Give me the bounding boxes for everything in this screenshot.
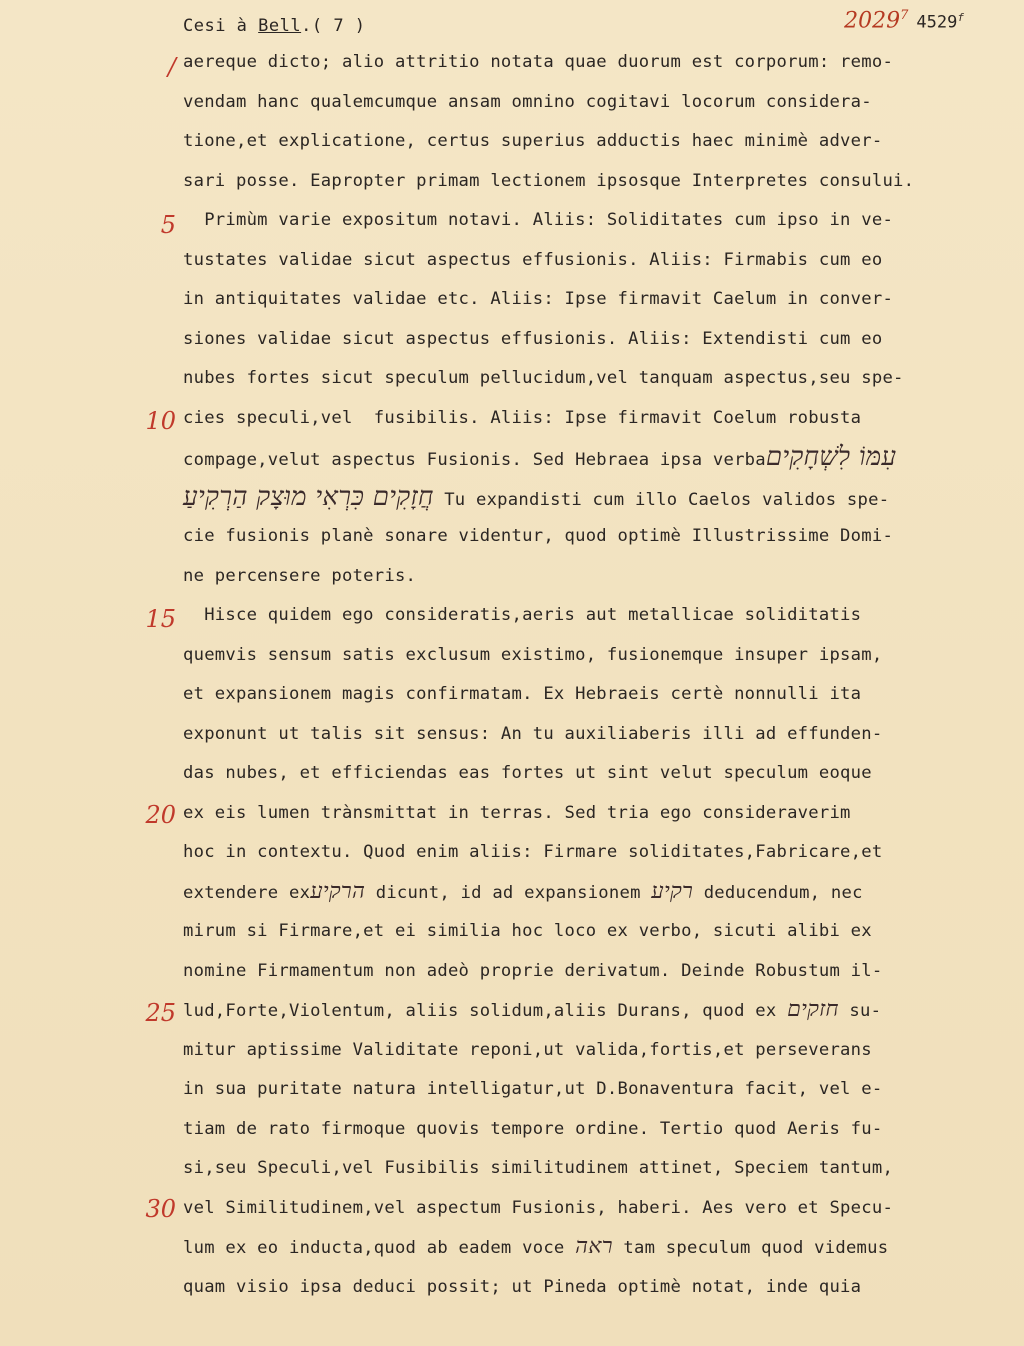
line-text: lud,Forte,Violentum, aliis solidum,aliis Durans, quod ex <box>183 1001 777 1021</box>
page-header <box>183 8 964 44</box>
hebrew-word: הרקיע <box>310 878 366 904</box>
line-text: extendere ex <box>183 882 311 903</box>
handwritten-folio-number: 2029$^7$ <box>844 8 909 34</box>
header-suffix: .( 7 ) <box>301 16 366 36</box>
text-line: ne percensere poteris. <box>183 565 417 586</box>
line-text: lum ex eo inducta,quod ab eadem voce <box>183 1238 565 1258</box>
header-reference <box>183 16 366 36</box>
text-line: exponunt ut talis sit sensus: An tu auxiliaberis illi ad effunden- <box>183 723 883 744</box>
text-line: quam visio ipsa deduci possit; ut Pineda optimè notat, inde quia <box>183 1276 862 1297</box>
margin-number-25: 25 <box>145 999 176 1027</box>
margin-number-5: 5 <box>160 211 176 239</box>
line-text: dicunt, id ad expansionem <box>365 882 641 903</box>
text-line: nubes fortes sicut speculum pellucidum,vel tanquam aspectus,seu spe- <box>183 368 904 388</box>
text-line: cie fusionis planè sonare videntur, quod optimè Illustrissime Domi- <box>183 526 894 546</box>
text-line <box>183 442 1003 482</box>
text-line: mirum si Firmare,et ei similia hoc loco ex verbo, sicuti alibi ex <box>183 921 872 941</box>
text-line: in antiquitates validae etc. Aliis: Ipse firmavit Caelum in conver- <box>183 289 894 309</box>
text-line: vendam hanc qualemcumque ansam omnino cogitavi locorum considera- <box>183 91 872 112</box>
header-prefix: Cesi à <box>183 16 259 36</box>
text-line <box>183 1232 1003 1272</box>
text-line: mitur aptissime Validitate reponi,ut valida,fortis,et perseverans <box>183 1039 872 1060</box>
body-text <box>183 47 1003 1311</box>
line-text: compage,velut aspectus Fusionis. Sed Hebraea ipsa verba <box>183 450 766 470</box>
hebrew-phrase: עִמּוֹ לִשְׁחָקִים <box>765 442 897 472</box>
text-line: tiam de rato firmoque quovis tempore ordine. Tertio quod Aeris fu- <box>183 1118 883 1139</box>
line-text: Tu expandisti cum illo Caelos validos spe- <box>433 489 890 510</box>
text-line: hoc in contextu. Quod enim aliis: Firmare soliditates,Fabricare,et <box>183 842 883 862</box>
margin-number-15: 15 <box>145 605 176 633</box>
text-line: Primùm varie expositum notavi. Aliis: Soliditates cum ipso in ve- <box>183 210 894 230</box>
margin-number-30: 30 <box>145 1195 176 1223</box>
text-line: aereque dicto; alio attritio notata quae duorum est corporum: remo- <box>183 52 894 72</box>
hebrew-word: ראה <box>575 1234 613 1259</box>
text-line: siones validae sicut aspectus effusionis. Aliis: Extendisti cum eo <box>183 328 883 349</box>
text-line <box>183 482 1003 522</box>
text-line: Hisce quidem ego consideratis,aeris aut metallicae soliditatis <box>183 605 862 625</box>
text-line: das nubes, et efficiendas eas fortes ut sint velut speculum eoque <box>183 763 872 783</box>
line-text: tam speculum quod videmus <box>612 1238 889 1258</box>
text-line: ex eis lumen trànsmittat in terras. Sed tria ego consideraverim <box>183 802 851 823</box>
line-text: su- <box>838 1001 882 1021</box>
margin-number-10: 10 <box>145 407 176 435</box>
text-line: sari posse. Eapropter primam lectionem ipsosque Interpretes consului. <box>183 170 915 191</box>
text-line: cies speculi,vel fusibilis. Aliis: Ipse firmavit Coelum robusta <box>183 407 862 428</box>
typed-folio-number: 4529$^f$ <box>916 10 964 33</box>
text-line <box>183 995 1003 1035</box>
text-line: tustates validae sicut aspectus effusionis. Aliis: Firmabis cum eo <box>183 249 883 270</box>
header-numbers <box>844 8 964 33</box>
margin-number-1: / <box>167 53 176 81</box>
header-underlined: Bell <box>258 16 302 36</box>
line-text: deducendum, nec <box>693 882 863 903</box>
text-line: si,seu Speculi,vel Fusibilis similitudinem attinet, Speciem tantum, <box>183 1158 894 1178</box>
text-line: vel Similitudinem,vel aspectum Fusionis, haberi. Aes vero et Specu- <box>183 1197 894 1218</box>
text-line: quemvis sensum satis exclusum existimo, fusionemque insuper ipsam, <box>183 644 883 665</box>
text-line: nomine Firmamentum non adeò proprie derivatum. Deinde Robustum il- <box>183 960 883 981</box>
text-line: in sua puritate natura intelligatur,ut D.Bonaventura facit, vel e- <box>183 1079 883 1099</box>
text-line <box>183 877 1003 917</box>
margin-number-20: 20 <box>145 801 176 829</box>
hebrew-word: חזקים <box>787 997 839 1022</box>
text-line: tione,et explicatione, certus superius adductis haec minimè adver- <box>183 131 883 151</box>
hebrew-word: רקיע <box>651 878 694 904</box>
text-line: et expansionem magis confirmatam. Ex Hebraeis certè nonnulli ita <box>183 684 862 704</box>
hebrew-phrase: חֲזָקִים כִּרְאִי מוּצָק הַרְקִיעַ <box>183 481 434 512</box>
